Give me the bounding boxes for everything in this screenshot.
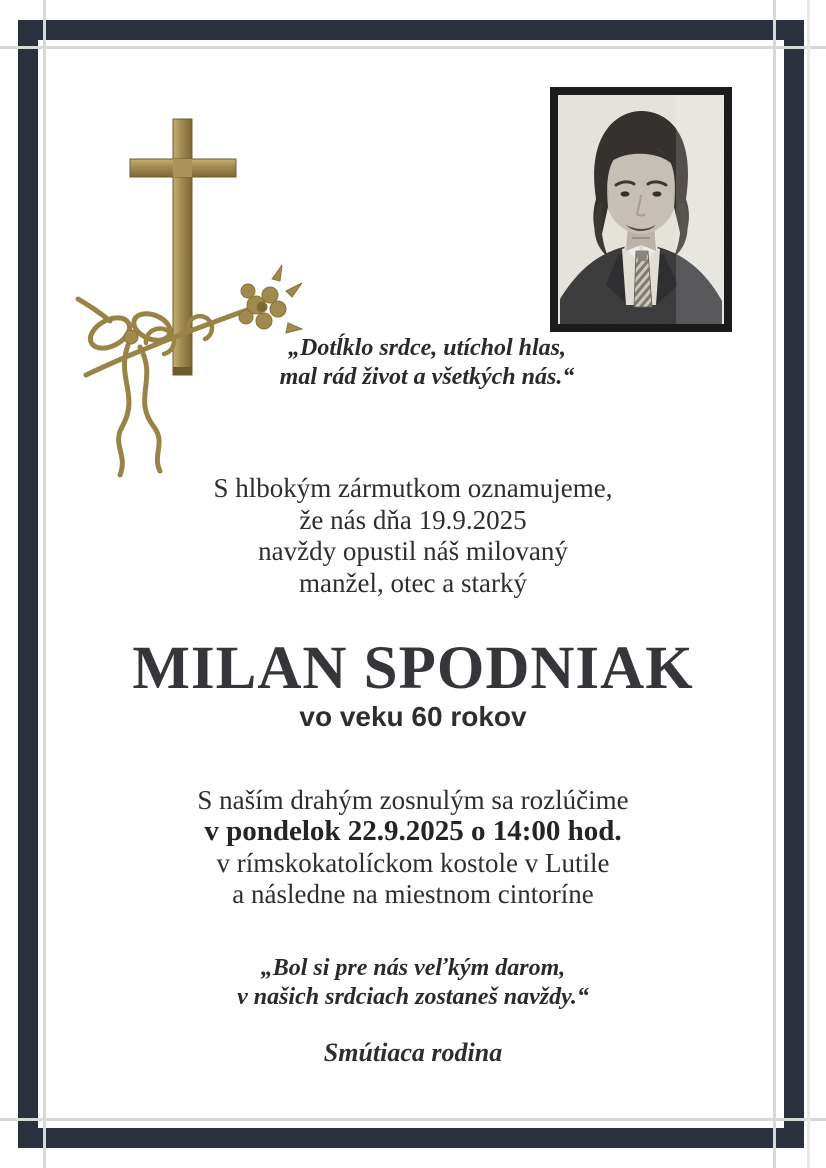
opening-quote-line-1: „Dotĺklo srdce, utíchol hlas, (287, 335, 567, 361)
closing-quote (0, 954, 826, 1012)
portrait-photo (550, 87, 732, 332)
announcement-line-1: S hlbokým zármutkom oznamujeme, (213, 473, 613, 503)
funeral-datetime: v pondelok 22.9.2025 o 14:00 hod. (204, 815, 622, 847)
closing-quote-line-1: „Bol si pre nás veľkým darom, (260, 955, 566, 981)
hairline-horizontal-bottom (0, 1118, 826, 1121)
memorial-cross-icon (58, 83, 310, 495)
opening-quote-line-2: mal rád život a všetkých nás.“ (279, 364, 575, 390)
announcement-paragraph (0, 473, 826, 599)
funeral-place-church: v rímskokatolíckom kostole v Lutile (216, 848, 610, 878)
opening-quote (28, 334, 826, 392)
deceased-name: MILAN SPODNIAK (132, 635, 694, 702)
announcement-line-3: navždy opustil náš milovaný (258, 536, 568, 566)
mourning-family-signature: Smútiaca rodina (323, 1038, 503, 1067)
hairline-horizontal-top (0, 46, 826, 49)
funeral-intro: S naším drahým zosnulým sa rozlúčime (197, 785, 629, 815)
closing-quote-line-2: v našich srdciach zostaneš navždy.“ (237, 984, 589, 1010)
announcement-line-2: že nás dňa 19.9.2025 (299, 504, 527, 535)
announcement-line-4: manžel, otec a starký (299, 567, 527, 598)
deceased-age: vo veku 60 rokov (299, 701, 527, 732)
funeral-place-cemetery: a následne na miestnom cintoríne (232, 879, 594, 909)
